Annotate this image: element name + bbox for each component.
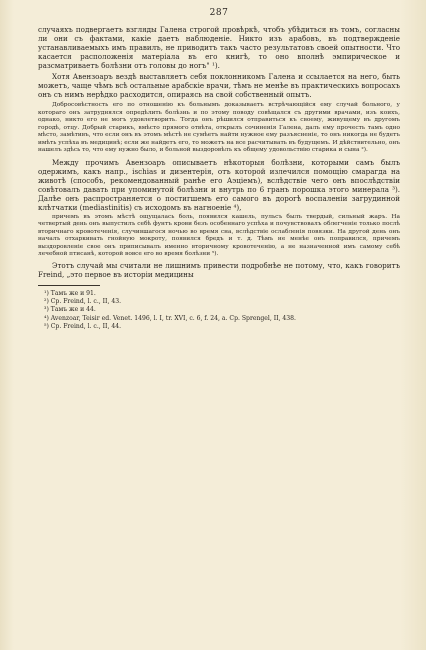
- paragraph-6: Этотъ случай мы считали не лишнимъ привести подробнѣе не потому, что, какъ говоритъ Freind, „это первое въ исторіи медицины: [38, 260, 400, 279]
- footnote-1: ¹) Тамъ же и 91.: [44, 289, 96, 297]
- page-number: 287: [209, 8, 229, 18]
- paragraph-5-small: причемъ въ этомъ мѣстѣ ощущалась боль, появился кашель, пульсъ былъ твердый, сильный жаръ. На четвертый день онъ выпустилъ себѣ фунтъ крови безъ особеннаго успѣха и почувствовалъ облегченіе только послѣ вторичнаго кровотеченія, случившагося ночью во время сна, вслѣдствіе ослабленія повязки. На другой день онъ началъ отхаркивать гнойную мокроту, появился бредъ и т. д. Тѣмъ не менѣе онъ поправился, причемъ выздоровленіе свое онъ приписывалъ именно вторичному кровотеченію, а не назначенной имъ самому себѣ лечебной птисанѣ, которой вовсе его во время болѣзни ⁵).: [38, 213, 400, 258]
- footnotes: [38, 290, 400, 332]
- paragraph-1: случаяхъ подвергаетъ взгляды Галена строгой провѣркѣ, чтобъ убѣдиться въ томъ, согласны ли они съ фактами, какіе даетъ наблюденіе. Никто изъ арабовъ, въ подтвержденіе устанавливаемыхъ имъ правилъ, не приводитъ такъ часто результатовъ своей опытности. Что касается расположенія матеріала въ его книгѣ, то оно вполнѣ эмпирическое и разсматриваетъ болѣзни отъ головы до ногъ" ¹).: [38, 25, 400, 71]
- footnote-divider: [38, 285, 100, 286]
- footnote-4: ⁴) Avenzoar, Teisir ed. Venet. 1496, l. I, tr. XVI, c. 6, f. 24, a. Cp. Sprengel, II, 438.: [44, 314, 296, 322]
- footnote-2: ²) Ср. Freind, l. c., II, 43.: [44, 298, 122, 306]
- footnote-3: ³) Тамъ же и 44.: [44, 306, 96, 314]
- paragraph-3-small: Добросовѣстность его по отношенію къ больнымъ доказываетъ встрѣчающійся ему случай больного, у котораго онъ затруднялся опредѣлить болѣзнь и по этому поводу совѣщался съ другими врачами, изъ коихъ, однако, никто его не могъ удовлетворить. Тогда онъ рѣшился отправиться къ своему, живущему въ другомъ городѣ, отцу. Добрый старикъ, вмѣсто прямого отвѣта, открылъ сочиненія Галена, далъ ему прочесть тамъ одно мѣсто, замѣтивъ, что если онъ въ этомъ мѣстѣ не сумѣетъ найти нужное ему разъясненіе, то онъ никогда не будетъ имѣть успѣха въ медицинѣ; если же найдетъ его, то можетъ на все расчитывать въ будущемъ. И дѣйствительно, онъ нашелъ здѣсь то, что ему нужно было, и больной выздоровѣлъ къ общему удовольствію старика и сына ²).: [38, 102, 400, 154]
- paragraph-4: Между прочимъ Авензоаръ описываетъ нѣкоторыя болѣзни, которыми самъ былъ одержимъ, какъ напр., ischias и дизентерія, отъ которой излечился помощію смарагда на животѣ (способъ, рекомендованный ранѣе его Аэціемъ), вслѣдствіе чего онъ впослѣдствіи совѣтовалъ давать при упоминутой болѣзни и внутрь по 6 гранъ порошка этого минерала ³). Далѣе онъ распространяется о постигшемъ его самого въ дорогѣ воспаленіи загрудинной клѣтчатки (mediastinitis) съ исходомъ въ нагноеніе ⁴),: [38, 157, 400, 212]
- paragraph-2: Хотя Авензоаръ вездѣ выставляетъ себя поклонникомъ Галена и ссылается на него, быть можетъ, чаще чѣмъ всѣ остальные арабскіе врачи, тѣмъ не менѣе въ практическихъ вопросахъ онъ съ нимъ нерѣдко расходится, опираясь на свой собственный опытъ.: [38, 72, 400, 100]
- body-text: [38, 25, 400, 279]
- footnote-5: ⁵) Ср. Freind, l. c., II, 44.: [44, 323, 122, 331]
